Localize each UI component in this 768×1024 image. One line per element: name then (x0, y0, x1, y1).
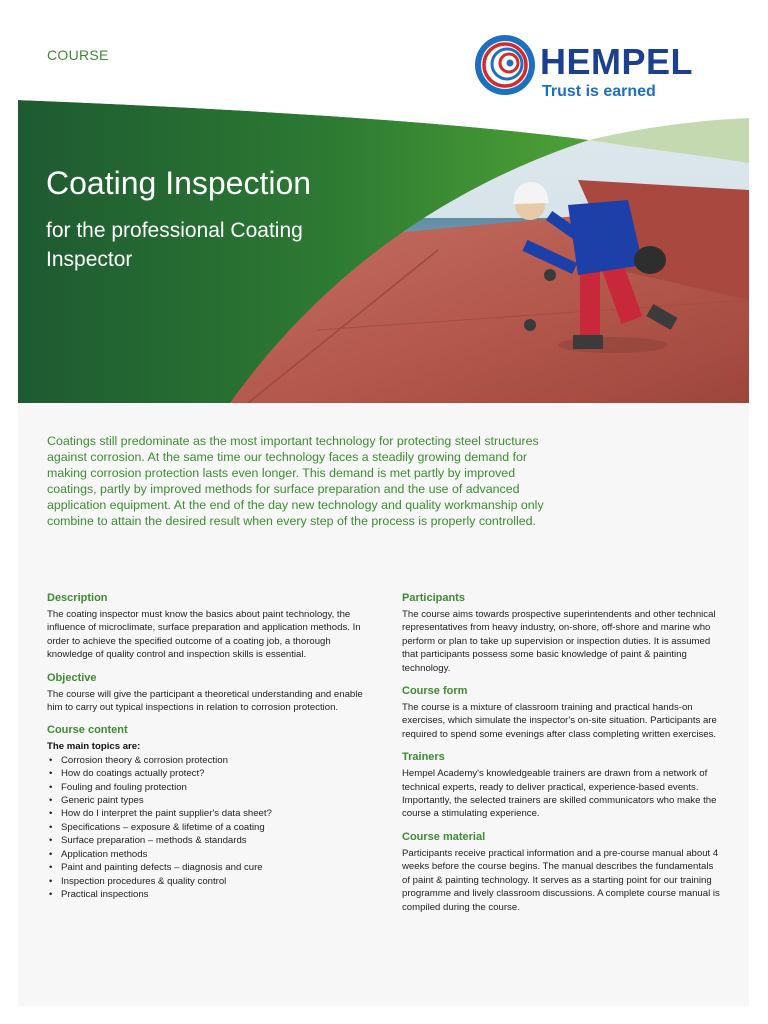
objective-text: The course will give the participant a theoretical understanding and enable him to carry out typical inspections in relation to corrosion protection. (47, 688, 363, 714)
topics-list (47, 754, 367, 901)
hempel-swirl-logo-icon (474, 34, 536, 96)
left-column (47, 591, 367, 901)
list-item: • Practical inspections (47, 888, 367, 901)
right-column (402, 591, 722, 923)
list-item: • Inspection procedures & quality control (47, 875, 367, 888)
description-text: The coating inspector must know the basics about paint technology, the influence of microclimate, surface preparation and application methods. In order to achieve the specified outcome of a coating job, a thorough knowledge of quality control and inspection skills is essential. (47, 609, 361, 661)
course-form-heading: Course form (402, 685, 468, 698)
list-item: • How do coatings actually protect? (47, 767, 367, 780)
intro-paragraph: Coatings still predominate as the most important technology for protecting steel structures against corrosion. At the same time our technology faces a steadily growing demand for making corrosion protection lasts even longer. This demand is met partly by improved coatings, partly by improved methods for surface preparation and the use of advanced application equipment. At the end of the day new technology and quality workmanship only combine to attain the desired result when every step of the process is properly controlled. (47, 434, 544, 528)
hempel-logo (474, 34, 724, 104)
course-material-heading: Course material (402, 830, 486, 843)
description-heading: Description (47, 592, 108, 604)
list-item: • Fouling and fouling protection (47, 781, 367, 794)
objective-heading: Objective (47, 671, 97, 684)
trainers-text: Hempel Academy's knowledgeable trainers are drawn from a network of technical experts, ready to deliver practical, experience-based events. Importantly, the selected trainers are skilled communicators who make the course a stimulating experience. (402, 768, 717, 820)
list-item: • How do I interpret the paint supplier's data sheet? (47, 807, 367, 820)
list-item: • Surface preparation – methods & standards (47, 834, 367, 847)
hero-title: Coating Inspection (46, 165, 312, 201)
hero-subtitle: for the professional Coating Inspector (46, 219, 303, 271)
topics-subheading: The main topics are: (47, 741, 141, 753)
list-item: • Specifications – exposure & lifetime of a coating (47, 821, 367, 834)
course-content-heading: Course content (47, 724, 128, 737)
course-tag: COURSE (47, 47, 109, 63)
list-item: • Paint and painting defects – diagnosis and cure (47, 861, 367, 874)
list-item: • Corrosion theory & corrosion protection (47, 754, 367, 767)
trainers-heading: Trainers (402, 751, 445, 764)
hero-banner (18, 100, 749, 403)
list-item: • Application methods (47, 848, 367, 861)
logo-tagline: Trust is earned (542, 83, 656, 100)
participants-heading: Participants (402, 592, 465, 604)
content-panel (18, 403, 749, 1006)
course-material-text: Participants receive practical information and a pre-course manual about 4 weeks before the course begins. The manual describes the fundamentals of paint & painting technology. It serves as a starting point for our training programme and lively classroom discussions. A complete course manual is compiled during the course. (402, 847, 720, 913)
course-form-text: The course is a mixture of classroom training and practical hands-on exercises, which simulate the inspector's on-site situation. Participants are required to spend some evenings after class completing written exercises. (402, 702, 717, 740)
participants-text: The course aims towards prospective superintendents and other technical representatives from heavy industry, on-shore, off-shore and marine who perform or plan to take up supervision or inspection duties. It is assumed that participants possess some basic knowledge of paint & painting technology. (402, 609, 716, 674)
list-item: • Generic paint types (47, 794, 367, 807)
logo-wordmark: HEMPEL (540, 41, 694, 82)
